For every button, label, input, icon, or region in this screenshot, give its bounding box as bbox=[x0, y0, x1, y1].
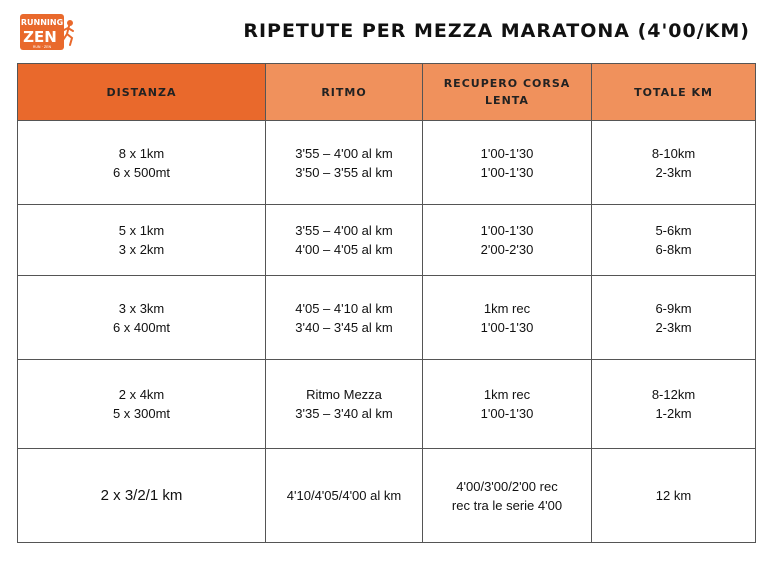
table-row bbox=[18, 449, 756, 543]
cell-distanza: 2 x 4km 5 x 300mt bbox=[18, 360, 266, 449]
header-row bbox=[18, 64, 756, 121]
table-row bbox=[18, 276, 756, 360]
cell-ritmo: Ritmo Mezza 3'35 – 3'40 al km bbox=[266, 360, 423, 449]
cell-totale: 8-10km 2-3km bbox=[592, 121, 756, 205]
runner-icon bbox=[63, 21, 73, 46]
cell-recupero: 4'00/3'00/2'00 rec rec tra le serie 4'00 bbox=[423, 449, 592, 543]
header-ritmo: RITMO bbox=[266, 64, 423, 121]
header-recupero: RECUPERO CORSA LENTA bbox=[423, 64, 592, 121]
cell-recupero: 1km rec 1'00-1'30 bbox=[423, 360, 592, 449]
intervals-table bbox=[17, 63, 756, 543]
header-distanza: DISTANZA bbox=[18, 64, 266, 121]
page-title: RIPETUTE PER MEZZA MARATONA (4'00/KM) bbox=[243, 20, 750, 42]
cell-recupero: 1'00-1'30 1'00-1'30 bbox=[423, 121, 592, 205]
cell-distanza: 5 x 1km 3 x 2km bbox=[18, 205, 266, 276]
cell-ritmo: 4'05 – 4'10 al km 3'40 – 3'45 al km bbox=[266, 276, 423, 360]
logo-line1: RUNNING bbox=[20, 18, 64, 27]
header-totale: TOTALE KM bbox=[592, 64, 756, 121]
cell-ritmo: 4'10/4'05/4'00 al km bbox=[266, 449, 423, 543]
running-zen-logo bbox=[20, 14, 76, 50]
cell-totale: 5-6km 6-8km bbox=[592, 205, 756, 276]
cell-totale: 6-9km 2-3km bbox=[592, 276, 756, 360]
logo-tagline: RUN · ZEN bbox=[32, 45, 52, 49]
table-row bbox=[18, 360, 756, 449]
cell-recupero: 1'00-1'30 2'00-2'30 bbox=[423, 205, 592, 276]
cell-distanza: 3 x 3km 6 x 400mt bbox=[18, 276, 266, 360]
cell-totale: 8-12km 1-2km bbox=[592, 360, 756, 449]
logo-line2: ZEN bbox=[23, 28, 57, 46]
cell-recupero: 1km rec 1'00-1'30 bbox=[423, 276, 592, 360]
table-row bbox=[18, 205, 756, 276]
cell-distanza: 8 x 1km 6 x 500mt bbox=[18, 121, 266, 205]
cell-totale: 12 km bbox=[592, 449, 756, 543]
cell-ritmo: 3'55 – 4'00 al km 4'00 – 4'05 al km bbox=[266, 205, 423, 276]
cell-distanza: 2 x 3/2/1 km bbox=[18, 449, 266, 543]
table-row bbox=[18, 121, 756, 205]
cell-ritmo: 3'55 – 4'00 al km 3'50 – 3'55 al km bbox=[266, 121, 423, 205]
